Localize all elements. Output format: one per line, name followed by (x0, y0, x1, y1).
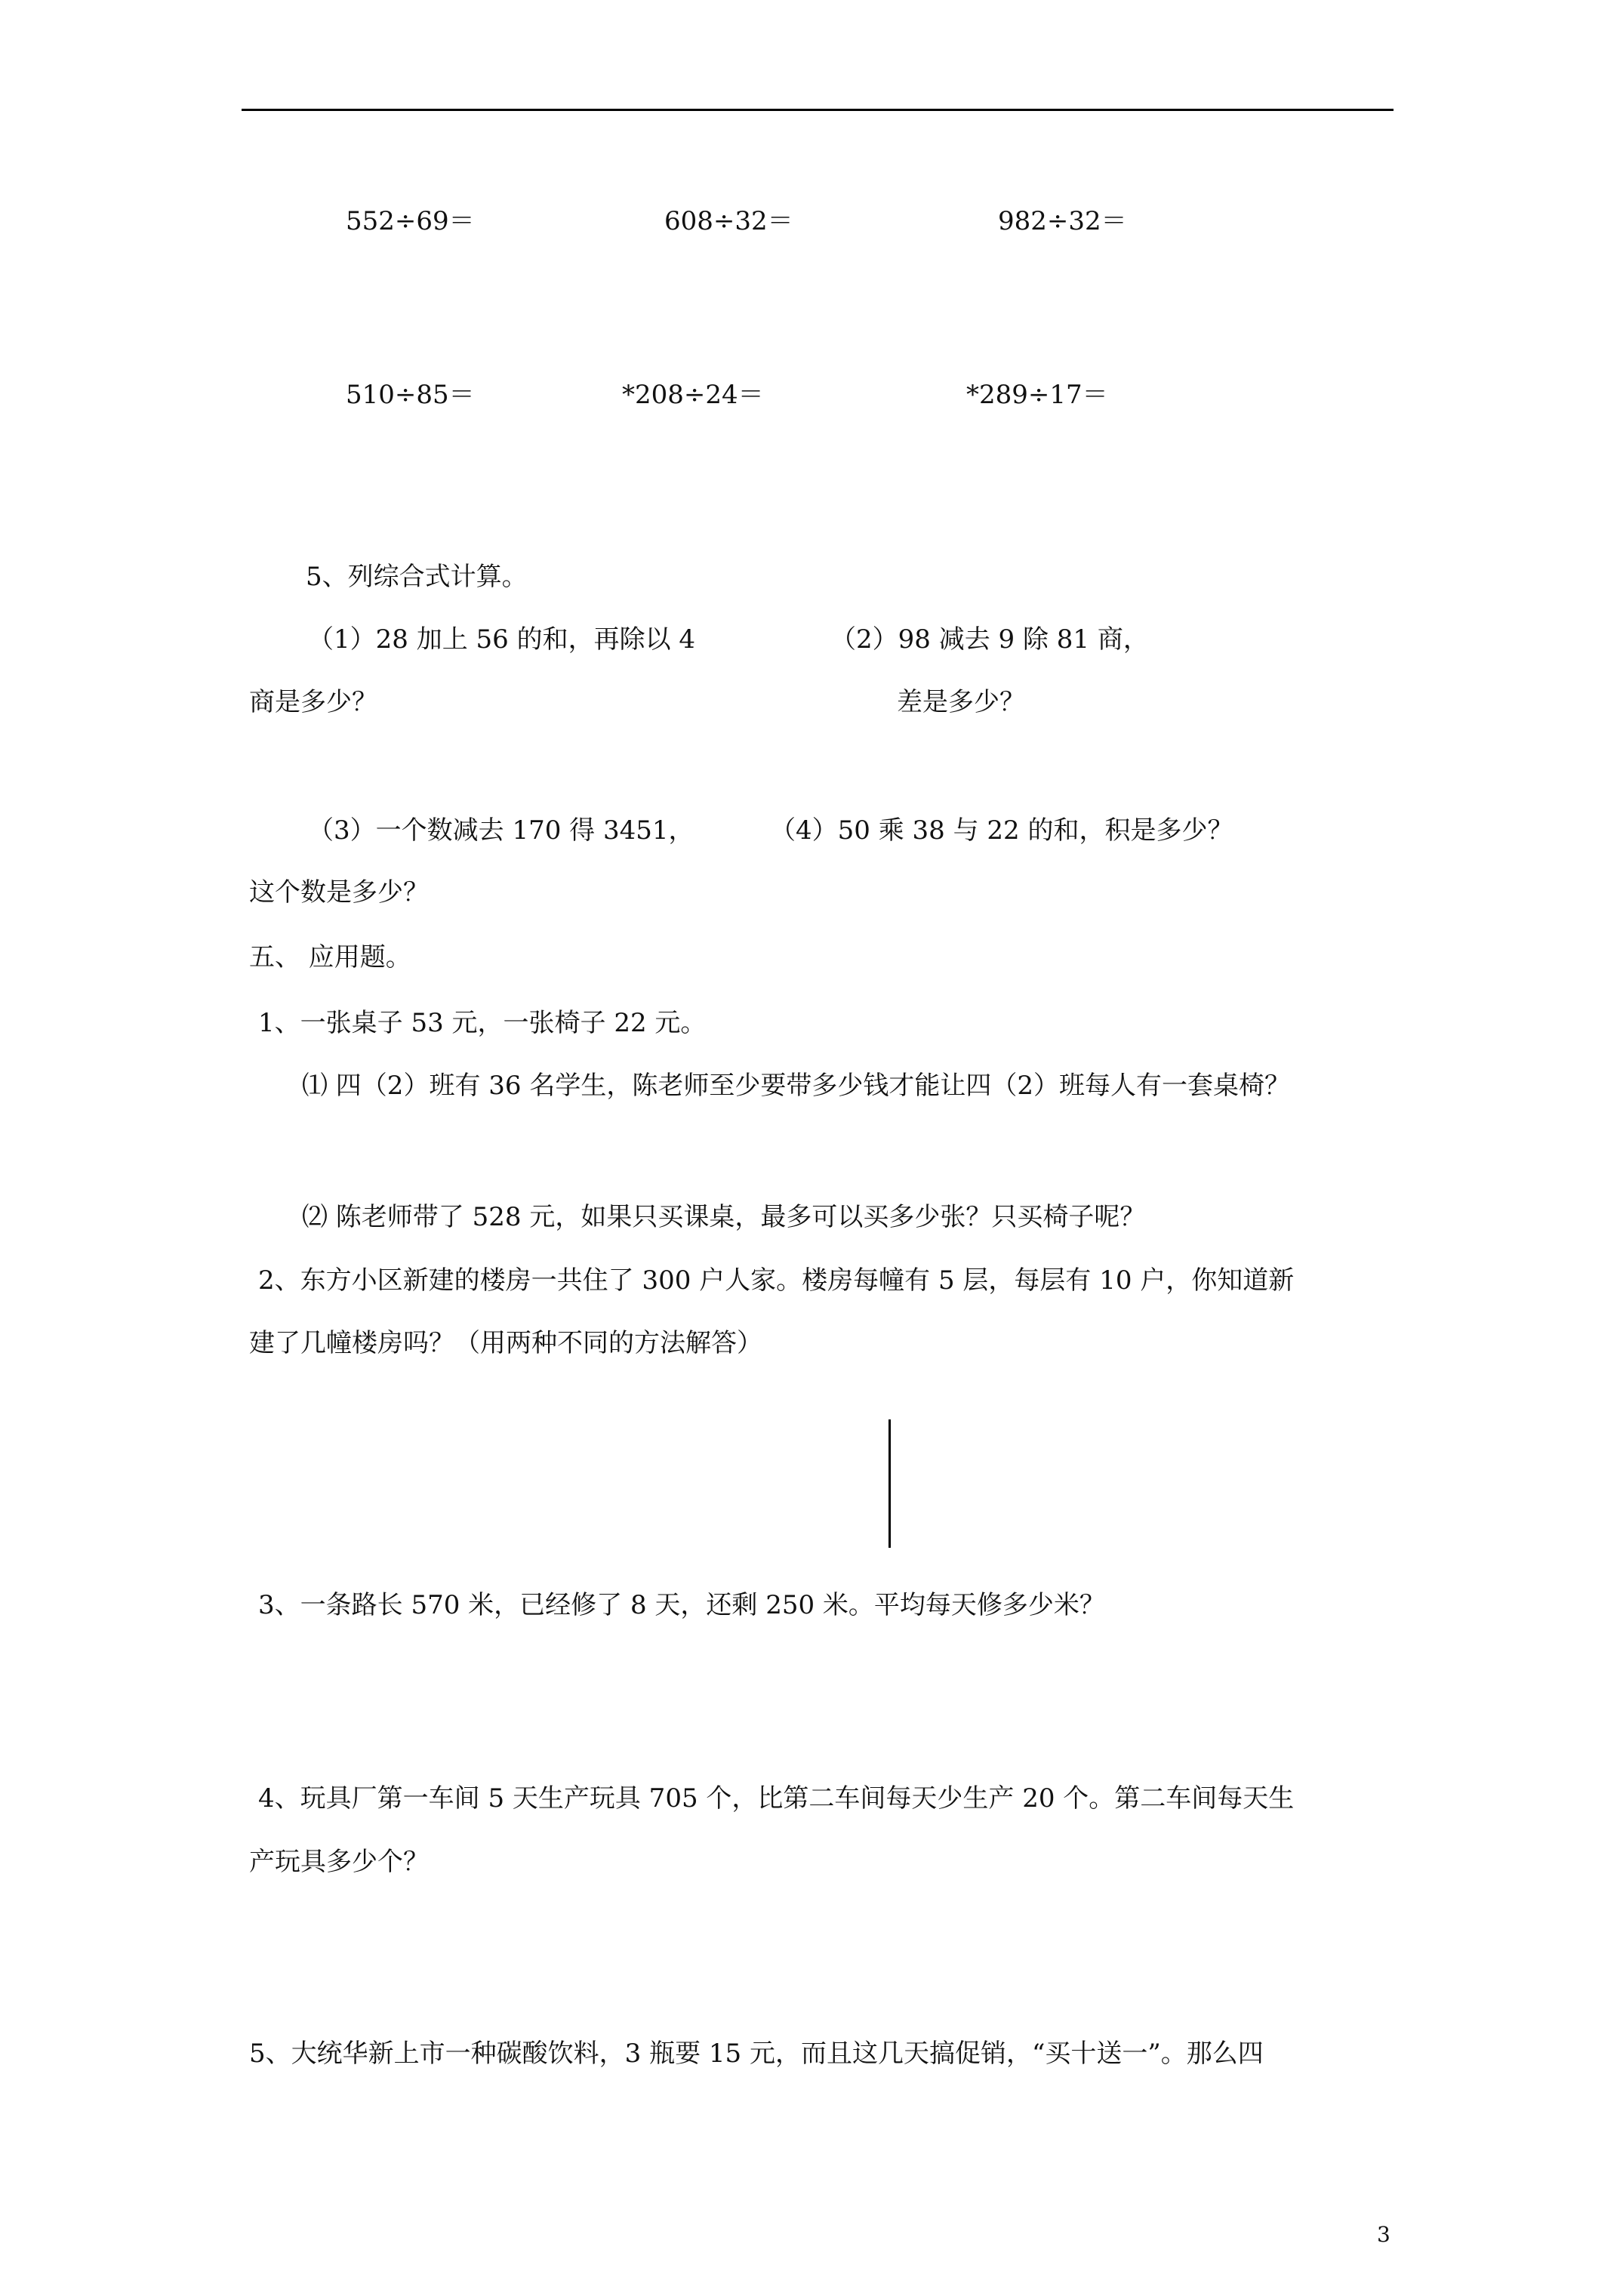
part-title: 五、 应用题。 (249, 942, 411, 972)
question-text: 这个数是多少？ (249, 877, 429, 908)
divider-line (888, 1419, 891, 1548)
question-text: （2）98 减去 9 除 81 商， (830, 624, 1149, 655)
calc-item: 608÷32＝ (664, 206, 793, 236)
problem-text: 4、玩具厂第一车间 5 天生产玩具 705 个，比第二车间每天少生产 20 个。第二车间每天生 (258, 1783, 1295, 1814)
problem-text: 3、一条路长 570 米，已经修了 8 天，还剩 250 米。平均每天修多少米？ (258, 1590, 1105, 1620)
header-rule (242, 109, 1394, 111)
problem-text: 5、大统华新上市一种碳酸饮料，3 瓶要 15 元，而且这几天搞促销，“买十送一”。那么四 (249, 2039, 1264, 2069)
question-text: 商是多少？ (249, 687, 377, 717)
problem-text: 产玩具多少个？ (249, 1847, 429, 1877)
page-number: 3 (1377, 2222, 1390, 2247)
problem-text: ⑵ 陈老师带了 528 元，如果只买课桌，最多可以买多少张？只买椅子呢？ (302, 1202, 1146, 1232)
calc-item: 510÷85＝ (346, 380, 475, 410)
calc-item: 982÷32＝ (998, 206, 1127, 236)
calc-item: 552÷69＝ (346, 206, 475, 236)
question-text: （4）50 乘 38 与 22 的和，积是多少？ (770, 815, 1233, 846)
calc-item: *208÷24＝ (622, 380, 764, 410)
problem-text: 建了几幢楼房吗？（用两种不同的方法解答） (249, 1328, 762, 1358)
problem-text: ⑴ 四（2）班有 36 名学生，陈老师至少要带多少钱才能让四（2）班每人有一套桌椅？ (302, 1071, 1290, 1101)
question-text: 差是多少？ (897, 687, 1025, 717)
problem-text: 2、东方小区新建的楼房一共住了 300 户人家。楼房每幢有 5 层，每层有 10 户，你知道新 (258, 1265, 1295, 1296)
section-title: 5、列综合式计算。 (306, 562, 528, 592)
problem-text: 1、一张桌子 53 元，一张椅子 22 元。 (258, 1008, 707, 1038)
calc-item: *289÷17＝ (966, 380, 1108, 410)
question-text: （3）一个数减去 170 得 3451， (308, 815, 694, 846)
question-text: （1）28 加上 56 的和，再除以 4 (308, 624, 696, 655)
